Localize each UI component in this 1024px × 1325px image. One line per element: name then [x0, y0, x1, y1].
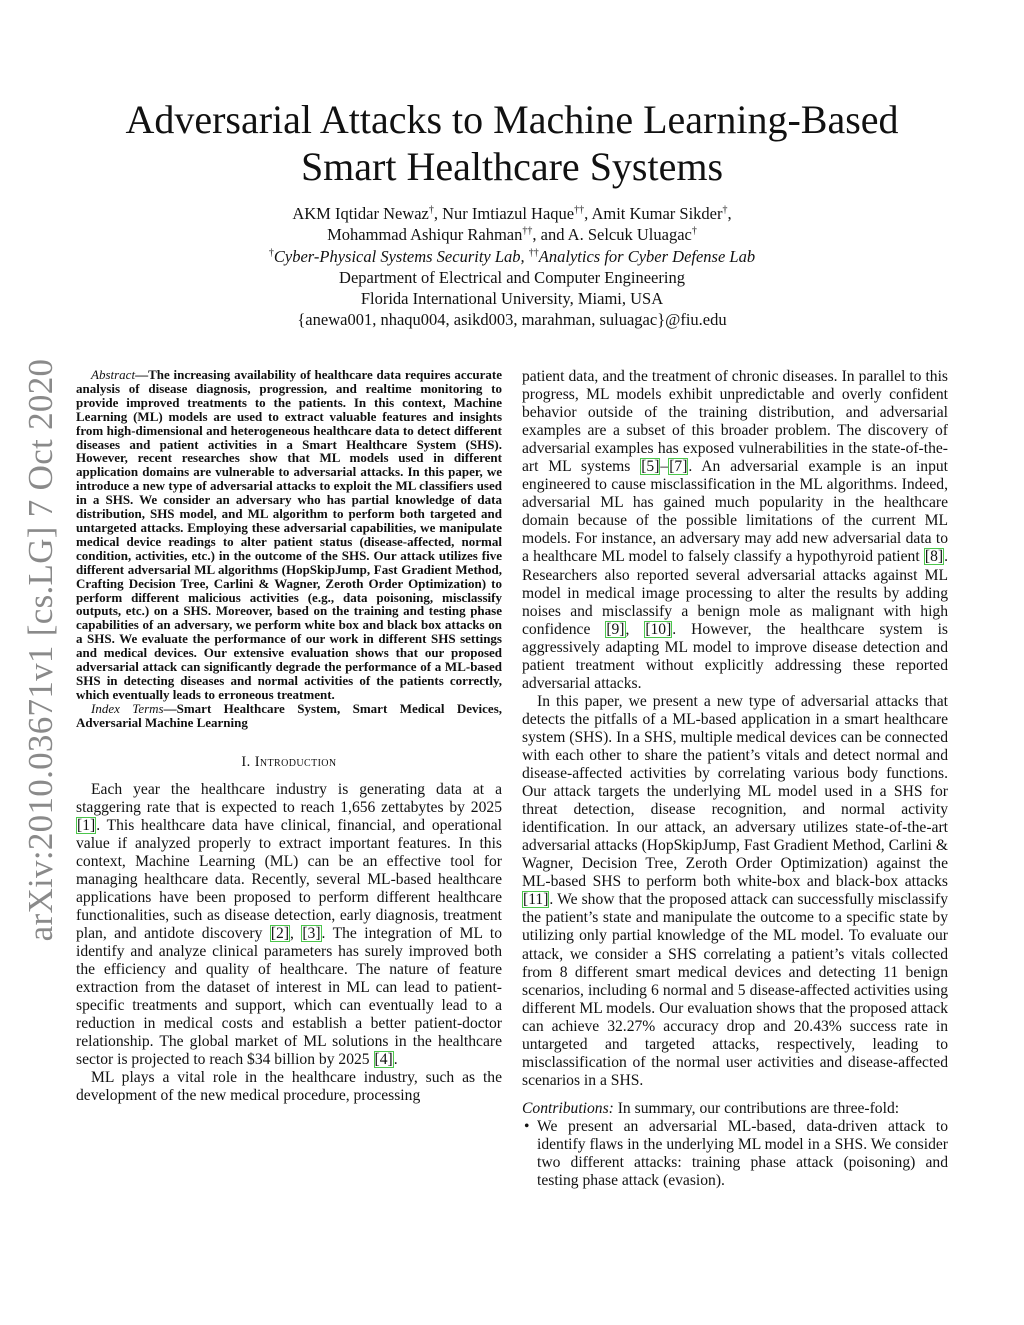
- university: Florida International University, Miami, USA: [360, 289, 664, 309]
- list-item: • We present an adversarial ML-based, data-driven attack to identify flaws in the underlying ML model in a SHS. We consider two different attacks: training phase attack (poisoning) and testing phase attack (evasion).: [537, 1118, 948, 1190]
- affiliation-mark: ††: [522, 225, 533, 237]
- author-block: [100, 203, 924, 331]
- affiliation-mark: †: [691, 225, 697, 237]
- citation-link[interactable]: [7]: [669, 458, 688, 476]
- affiliation-mark: †: [722, 204, 728, 216]
- citation-link[interactable]: [11]: [523, 891, 549, 909]
- citation-link[interactable]: [5]: [641, 458, 660, 476]
- affiliation-mark: †: [428, 204, 434, 216]
- citation-link[interactable]: [8]: [924, 548, 944, 566]
- department: Department of Electrical and Computer Engineering: [339, 267, 685, 287]
- authors-line-1: AKM Iqtidar Newaz†, Nur Imtiazul Haque††, Amit Kumar Sikder†,: [292, 204, 732, 223]
- author-name: AKM Iqtidar Newaz: [292, 204, 429, 223]
- citation-link[interactable]: [3]: [302, 924, 321, 942]
- right-paragraph-1: patient data, and the treatment of chronic diseases. In parallel to this progress, ML models exhibit unpredictable and overly confident behavior outside of the training distribution, and adversarial examples are a subset of this broader problem. The discovery of adversarial examples has exposed vulnerabilities in the state-of-the-art ML systems [5]–[7]. An adversarial example is an input engineered to cause misclassification in the ML algorithms. Indeed, adversarial ML has gained much popularity in the healthcare domain because of the possible limitations of the current ML models. For instance, an adversary may add new adversarial data to a healthcare ML model to falsely classify a hypothyroid patient [8]. Researchers also reported several adversarial attacks against ML model in medical image processing to alter the results by adding noises and misclassify a benign mole as malignant with high confidence [9], [10]. However, the healthcare system is aggressively adapting ML model to improve disease detection and patient treatment without explicitly addressing these reported adversarial attacks.: [522, 368, 948, 692]
- emails: {anewa001, nhaqu004, asikd003, marahman, suluagac}@fiu.edu: [297, 310, 727, 330]
- intro-paragraph-2: ML plays a vital role in the healthcare industry, such as the development of the new medical procedure, processing: [76, 1068, 502, 1104]
- section-heading: I. Introduction: [241, 753, 337, 770]
- contributions-list: [522, 1118, 948, 1190]
- contributions-label: Contributions:: [522, 1099, 614, 1117]
- author-name: Nur Imtiazul Haque: [442, 204, 575, 223]
- abstract-label: Abstract: [91, 367, 136, 382]
- index-terms-text: —Smart Healthcare System, Smart Medical Devices, Adversarial Machine Learning: [76, 700, 503, 730]
- author-name: Mohammad Ashiqur Rahman: [327, 225, 523, 245]
- citation-link[interactable]: [1]: [77, 816, 96, 834]
- citation-link[interactable]: [9]: [606, 620, 625, 638]
- intro-paragraph-1: Each year the healthcare industry is generating data at a staggering rate that is expected to reach 1,656 zettabytes by 2025 [1]. This healthcare data have clinical, financial, and operational value if analyzed properly to extract important features. In this context, Machine Learning (ML) can be an effective tool for managing healthcare data. Recently, several ML-based healthcare applications have been proposed to perform different healthcare functionalities, such as disease detection, early diagnosis, treatment plan, and antidote discovery [2], [3]. The integration of ML to identify and analyze clinical parameters has surely improved both the efficiency and quality of healthcare. The nature of feature extraction from the dataset of interest in ML can lead to patient-specific treatments and support, which can eventually lead to a reduction in medical costs and establish a better patient-doctor relationship. The global market of ML solutions in the healthcare sector is projected to reach $34 billion by 2025 [4].: [76, 780, 502, 1068]
- authors-line-2: Mohammad Ashiqur Rahman††, and A. Selcuk Uluagac†: [327, 225, 697, 245]
- arxiv-sidebar: [10, 358, 72, 942]
- citation-link[interactable]: [2]: [270, 924, 290, 942]
- index-terms: [76, 702, 502, 730]
- paper-title: [60, 96, 964, 190]
- right-paragraph-2: In this paper, we present a new type of adversarial attacks that detects the pitfalls of a ML-based application in a smart healthcare system (SHS). In a SHS, multiple medical devices can be connected with each other to share the patient’s vitals and detect normal and disease-affected activities by correlating various body functions. Our attack targets the underlying ML model used in a SHS for threat detection, disease recognition, and normal activity identification. In our attack, an adversary utilizes state-of-the-art adversarial attacks (HopSkipJump, Fast Gradient Method, Carlini & Wagner, Decision Tree, Zeroth Order Optimization) against the ML-based SHS to perform both white-box and black-box attacks [11]. We show that the proposed attack can successfully misclassify the patient’s state and manipulate the outcome to a specific state by utilizing only partial knowledge of the ML model. To evaluate our attack, we consider a SHS correlating a patient’s vitals collected from 8 different smart medical devices and detecting 11 benign scenarios, including 6 normal and 5 disease-affected activities using different ML models. Our evaluation shows that the proposed attack can achieve 32.27% accuracy drop and 20.43% success rate in untargeted and targeted attacks, respectively, leading to misclassification of the normal user activities and disease-affected scenarios in a SHS.: [522, 692, 948, 1089]
- affiliation-mark: ††: [574, 204, 585, 216]
- citation-link[interactable]: [10]: [645, 620, 672, 638]
- abstract: [76, 368, 502, 702]
- citation-link[interactable]: [4]: [374, 1050, 393, 1068]
- title-line-1: Adversarial Attacks to Machine Learning-Based: [125, 97, 899, 142]
- author-name: A. Selcuk Uluagac: [567, 225, 692, 245]
- affiliation-2: Analytics for Cyber Defense Lab: [538, 246, 756, 266]
- affiliation-1: Cyber-Physical Systems Security Lab,: [273, 246, 525, 266]
- author-name: Amit Kumar Sikder: [591, 204, 723, 223]
- arxiv-id-stamp: arXiv:2010.03671v1 [cs.LG] 7 Oct 2020: [21, 358, 60, 942]
- index-terms-label: Index Terms: [91, 700, 164, 716]
- contributions-intro: Contributions: In summary, our contributions are three-fold:: [522, 1099, 900, 1117]
- title-line-2: Smart Healthcare Systems: [300, 144, 724, 189]
- right-column: [522, 368, 948, 1190]
- abstract-text: —The increasing availability of healthcare data requires accurate analysis of disease diagnosis, progression, and realtime monitoring to provide improved treatments to the patients. In this context, Machine Learning (ML) models are used to extract valuable features and insights from high-dimensional and heterogeneous healthcare data to detect different diseases and patient activities in a Smart Healthcare System (SHS). However, recent researches show that ML models used in different application domains are vulnerable to adversarial attacks. In this paper, we introduce a new type of adversarial attacks to exploit the ML classifiers used in a SHS. We consider an adversary who has partial knowledge of data distribution, SHS model, and ML algorithm to perform both targeted and untargeted attacks. Employing these adversarial capabilities, we manipulate medical device readings to alter patient status (disease-affected, normal condition, activities, etc.) in the outcome of the SHS. Our attack utilizes five different adversarial ML algorithms (HopSkipJump, Fast Gradient Method, Crafting Decision Tree, Carlini & Wagner, Zeroth Order Optimization) to perform different malicious activities (e.g., data poisoning, misclassify outputs, etc.) on a SHS. Moreover, based on the training and testing phase capabilities of an adversary, we perform white box and black box attacks on a SHS. We evaluate the performance of our work in different SHS settings and medical devices. Our extensive evaluation shows that our proposed adversarial attack can significantly degrade the performance of a ML-based SHS in detecting diseases and normal activities of the patients correctly, which eventually leads to erroneous treatment.: [76, 367, 502, 702]
- affiliations-line: †Cyber-Physical Systems Security Lab, ††Analytics for Cyber Defense Lab: [268, 246, 756, 266]
- left-column: [76, 368, 502, 1105]
